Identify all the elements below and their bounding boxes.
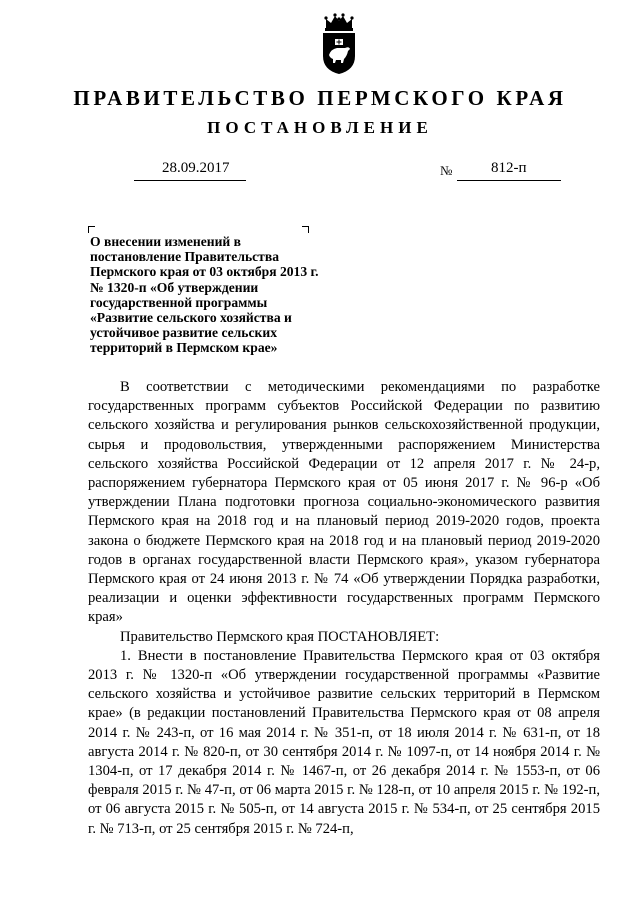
item-1-paragraph: 1. Внести в постановление Правительства Пермского края от 03 октября 2013 г. № 1320-п «Об утверждении государственной программы «Развитие сельского хозяйства и устойчивое развитие сельских территорий в Пермском крае» (в редакции постановлений Правительства Пермского края от 08 апреля 2014 г. № 243-п, от 16 мая 2014 г. № 351-п, от 18 июля 2014 г. № 631-п, от 18 августа 2014 г. № 820-п, от 30 сентября 2014 г. № 1097-п, от 14 ноября 2014 г. № 1304-п, от 17 декабря 2014 г. № 1467-п, от 26 декабря 2014 г. № 1553-п, от 06 февраля 2015 г. № 47-п, от 06 марта 2015 г. № 128-п, от 10 апреля 2015 г. № 192-п, от 06 августа 2015 г. № 505-п, от 14 августа 2015 г. № 534-п, от 25 сентября 2015 г. № 713-п, от 25 сентября 2015 г. № 724-п, xyxy=(88,647,600,837)
document-date: 28.09.2017 xyxy=(162,160,230,176)
coat-of-arms-emblem xyxy=(318,10,360,76)
document-subject: О внесении изменений в постановление Правительства Пермского края от 03 октября 2013 г. № 1320-п «Об утверждении государственной программы «Развитие сельского хозяйства и устойчивое развитие сельских территорий в Пермском крае» xyxy=(90,234,319,356)
document-type: ПОСТАНОВЛЕНИЕ xyxy=(207,118,433,137)
decree-paragraph: Правительство Пермского края ПОСТАНОВЛЯЕТ: xyxy=(120,628,440,645)
number-sign: № xyxy=(440,163,453,178)
organization-title: ПРАВИТЕЛЬСТВО ПЕРМСКОГО КРАЯ xyxy=(73,86,567,110)
preamble-paragraph: В соответствии с методическими рекомендациями по разработке государственных программ субъектов Российской Федерации по развитию сельского хозяйства и регулирования рынков сельскохозяйственной продукции, сырья и продовольствия, утвержденными распоряжением Министерства сельского хозяйства Российской Федерации от 12 апреля 2017 г. № 24-р, распоряжением губернатора Пермского края от 05 июня 2017 г. № 96-р «Об утверждении Плана подготовки прогноза социально-экономического развития Пермского края на 2018 год и на плановый период 2019-2020 годов, проекта закона о бюджете Пермского края на 2018 год и на плановый период 2019-2020 годов в органах государственной власти Пермского края», указом губернатора Пермского края от 24 июня 2013 г. № 74 «Об утверждении Порядка разработки, реализации и оценки эффективности государственных программ Пермского края» xyxy=(88,379,600,626)
document-number: 812-п xyxy=(491,160,527,176)
subject-corner-mark-left xyxy=(88,226,95,233)
subject-corner-mark-right xyxy=(302,226,309,233)
document-body xyxy=(88,378,600,839)
